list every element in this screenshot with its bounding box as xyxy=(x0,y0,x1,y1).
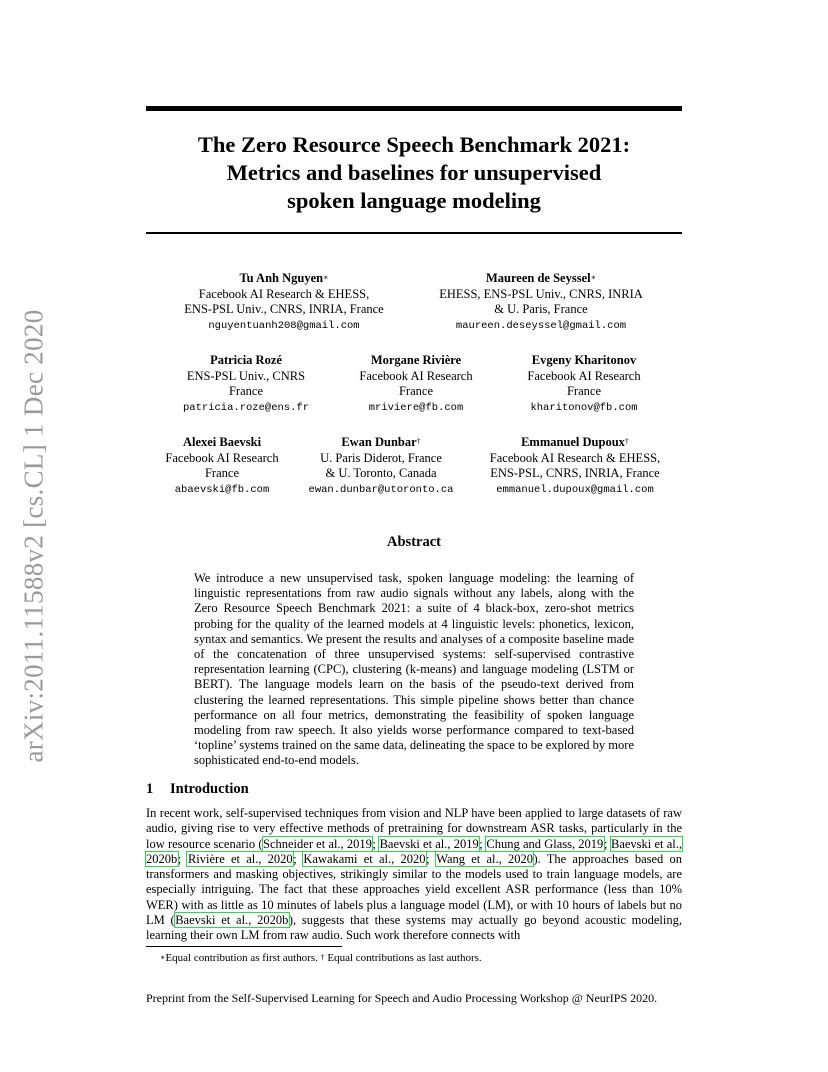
author-dunbar xyxy=(309,435,454,498)
citation-separator: ; xyxy=(425,851,436,866)
citation-separator: ; xyxy=(293,851,303,866)
author-roze xyxy=(183,353,309,416)
author-affiliation: ENS-PSL, CNRS, INRIA, France xyxy=(490,466,660,480)
author-mark: ∗ xyxy=(590,273,597,282)
arxiv-identifier: arXiv:2011.11588v2 [cs.CL] 1 Dec 2020 xyxy=(18,309,49,763)
title-line-1: The Zero Resource Speech Benchmark 2021: xyxy=(197,132,631,157)
abstract-heading: Abstract xyxy=(387,534,441,550)
author-name: Emmanuel Dupoux xyxy=(521,435,625,449)
title-line-3: spoken language modeling xyxy=(287,188,541,213)
author-affiliation: Facebook AI Research & EHESS, xyxy=(489,450,661,465)
citation-link[interactable]: Chung and Glass, 2019 xyxy=(486,836,604,851)
author-affiliation: ENS-PSL Univ., CNRS xyxy=(186,368,306,383)
introduction-paragraph xyxy=(146,806,682,944)
citation-link[interactable]: Rivière et al., 2020 xyxy=(187,851,293,866)
author-affiliation: Facebook AI Research xyxy=(359,368,473,383)
citation-separator: ; xyxy=(177,851,188,866)
author-name: Alexei Baevski xyxy=(182,435,262,449)
intro-text: ). The approaches based on transformers and masking objectives, strikingly similar to the models used to train language models, are especially intriguing. The fact that these approaches yield excellent ASR performance (less than 10% WER) with as little as 10 minutes of labels plus a language model (LM), or with 10 hours of labels but no LM ( xyxy=(146,851,683,928)
preprint-footer: Preprint from the Self-Supervised Learning for Speech and Audio Processing Workshop @ NeurIPS 2020. xyxy=(146,991,658,1005)
citation-separator: ; xyxy=(479,836,486,851)
author-affiliation: Facebook AI Research & EHESS, xyxy=(198,286,370,301)
author-email: kharitonov@fb.com xyxy=(530,401,638,414)
citation-separator: ; xyxy=(372,836,380,851)
author-affiliation: Facebook AI Research xyxy=(165,450,279,465)
author-affiliation: ENS-PSL Univ., CNRS, INRIA, France xyxy=(184,302,384,316)
author-email: patricia.roze@ens.fr xyxy=(182,401,310,414)
author-affiliation: France xyxy=(566,384,601,398)
author-email: emmanuel.dupoux@gmail.com xyxy=(496,483,654,496)
title-top-rule xyxy=(146,106,682,111)
footnote-rule xyxy=(146,946,342,947)
author-affiliation: U. Paris Diderot, France xyxy=(320,450,442,465)
author-affiliation: & U. Toronto, Canada xyxy=(325,466,437,480)
author-email: ewan.dunbar@utoronto.ca xyxy=(308,483,454,496)
section-number: 1 xyxy=(146,781,154,797)
author-affiliation: & U. Paris, France xyxy=(494,302,588,316)
title-line-2: Metrics and baselines for unsupervised xyxy=(226,160,602,185)
author-dupoux xyxy=(490,435,660,498)
author-affiliation: France xyxy=(228,384,263,398)
citation-link[interactable]: Baevski et al., 2020b xyxy=(175,913,289,928)
author-email: mriviere@fb.com xyxy=(368,401,464,414)
title-bottom-rule xyxy=(146,232,682,234)
author-email: maureen.deseyssel@gmail.com xyxy=(455,319,627,332)
footnote-text: Equal contributions as last authors. xyxy=(324,952,482,964)
citation-link[interactable]: Baevski et al., 2019 xyxy=(379,836,479,851)
author-baevski xyxy=(165,435,278,498)
section-title: Introduction xyxy=(170,781,249,797)
author-name: Patricia Rozé xyxy=(210,353,282,367)
abstract-text: We introduce a new unsupervised task, spoken language modeling: the learning of linguistic representations from raw audio signals without any labels, along with the Zero Resource Speech Benchmark 2021: a suite of 4 black-box, zero-shot metrics probing for the quality of the learned models at 4 linguistic levels: phonetics, lexicon, syntax and semantics. We present the results and analyses of a composite baseline made of the concatenation of three unsupervised systems: self-supervised contrastive representation learning (CPC), clustering (k-means) and language modeling (LSTM or BERT). The language models learn on the basis of the pseudo-text derived from clustering the learned representations. This simple pipeline shows better than chance performance on all four metrics, demonstrating the feasibility of spoken language modeling from raw speech. It also yields worse performance compared to text-based ‘topline’ systems trained on the same data, delineating the space to be explored by more sophisticated end-to-end models. xyxy=(194,571,634,768)
paper-title xyxy=(146,131,682,215)
author-name: Ewan Dunbar xyxy=(341,435,417,449)
author-mark: † xyxy=(416,437,421,446)
author-riviere xyxy=(359,353,472,416)
footnote-mark: † xyxy=(320,953,325,962)
footnote xyxy=(160,952,482,965)
section-heading-introduction xyxy=(146,781,249,798)
author-affiliation: Facebook AI Research xyxy=(527,368,641,383)
citation-link[interactable]: Wang et al., 2020 xyxy=(436,851,533,866)
author-name: Evgeny Kharitonov xyxy=(531,353,637,367)
author-de-seyssel xyxy=(439,271,643,334)
citation-link[interactable]: Baevski et al., 2020b xyxy=(146,836,682,866)
author-name: Tu Anh Nguyen xyxy=(239,271,324,285)
author-affiliation: France xyxy=(398,384,433,398)
author-name: Maureen de Seyssel xyxy=(485,271,591,285)
intro-text: ), suggests that these systems may actually go beyond acoustic modeling, learning their own LM from raw audio. Such work therefore connects with xyxy=(146,913,682,943)
author-affiliation: EHESS, ENS-PSL Univ., CNRS, INRIA xyxy=(439,286,643,301)
footnote-text: Equal contribution as first authors. xyxy=(165,952,318,964)
author-kharitonov xyxy=(527,353,640,416)
author-affiliation: France xyxy=(204,466,239,480)
author-nguyen xyxy=(184,271,383,334)
intro-text: In recent work, self-supervised techniques from vision and NLP have been applied to large datasets of raw audio, giving rise to very effective methods of pretraining for downstream ASR tasks, particularly in the low resource scenario ( xyxy=(146,806,682,851)
author-email: abaevski@fb.com xyxy=(174,483,270,496)
author-name: Morgane Rivière xyxy=(370,353,462,367)
footnote-mark: ∗ xyxy=(160,953,166,962)
author-email: nguyentuanh208@gmail.com xyxy=(208,319,360,332)
author-mark: † xyxy=(624,437,629,446)
citation-link[interactable]: Schneider et al., 2019 xyxy=(263,836,372,851)
citation-link[interactable]: Kawakami et al., 2020 xyxy=(303,851,426,866)
author-mark: ∗ xyxy=(323,273,329,282)
citation-separator: ; xyxy=(603,836,611,851)
